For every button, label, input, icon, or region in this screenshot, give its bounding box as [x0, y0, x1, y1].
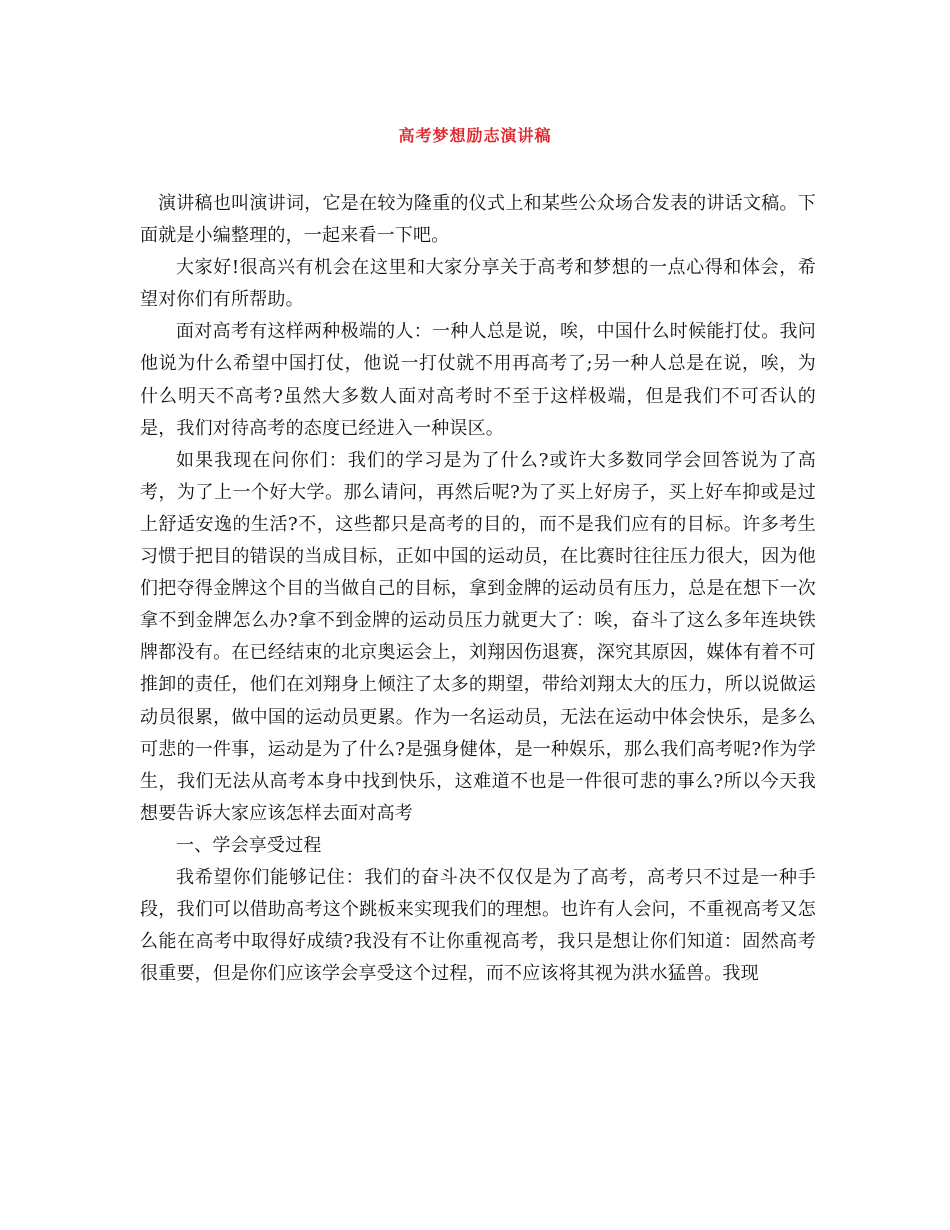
paragraph-remember: 我希望你们能够记住：我们的奋斗决不仅仅是为了高考，高考只不过是一种手段，我们可以借助高考这个跳板来实现我们的理想。也许有人会问，不重视高考又怎么能在高考中取得好成绩?我没有不让你重视高考，我只是想让你们知道：固然高考很重要，但是你们应该学会享受这个过程，而不应该将其视为洪水猛兽。我现: [140, 866, 816, 985]
paragraph-greeting: 大家好!很高兴有机会在这里和大家分享关于高考和梦想的一点心得和体会，希望对你们有所帮助。: [140, 257, 816, 311]
paragraph-two-extremes: 面对高考有这样两种极端的人：一种人总是说，唉，中国什么时候能打仗。我问他说为什么希望中国打仗，他说一打仗就不用再高考了;另一种人总是在说，唉，为什么明天不高考?虽然大多数人面对高考时不至于这样极端，但是我们不可否认的是，我们对待高考的态度已经进入一种误区。: [140, 321, 816, 439]
paragraph-purpose: 如果我现在问你们：我们的学习是为了什么?或许大多数同学会回答说为了高考，为了上一个好大学。那么请问，再然后呢?为了买上好房子，买上好车抑或是过上舒适安逸的生活?不，这些都只是高考的目的，而不是我们应有的目标。许多考生习惯于把目的错误的当成目标，正如中国的运动员，在比赛时往往压力很大，因为他们把夺得金牌这个目的当做自己的目标，拿到金牌的运动员有压力，总是在想下一次拿不到金牌怎么办?拿不到金牌的运动员压力就更大了：唉，奋斗了这么多年连块铁牌都没有。在已经结束的北京奥运会上，刘翔因伤退赛，深究其原因，媒体有着不可推卸的责任，他们在刘翔身上倾注了太多的期望，带给刘翔太大的压力，所以说做运动员很累，做中国的运动员更累。作为一名运动员，无法在运动中体会快乐，是多么可悲的一件事，运动是为了什么?是强身健体，是一种娱乐，那么我们高考呢?作为学生，我们无法从高考本身中找到快乐，这难道不也是一件很可悲的事么?所以今天我想要告诉大家应该怎样去面对高考: [140, 449, 816, 824]
paragraph-intro: 演讲稿也叫演讲词，它是在较为隆重的仪式上和某些公众场合发表的讲话文稿。下面就是小编整理的，一起来看一下吧。: [140, 193, 816, 247]
section-heading-enjoy-process: 一、学会享受过程: [176, 834, 322, 856]
document-body: [140, 188, 816, 990]
document-title: 高考梦想励志演讲稿: [398, 126, 552, 145]
